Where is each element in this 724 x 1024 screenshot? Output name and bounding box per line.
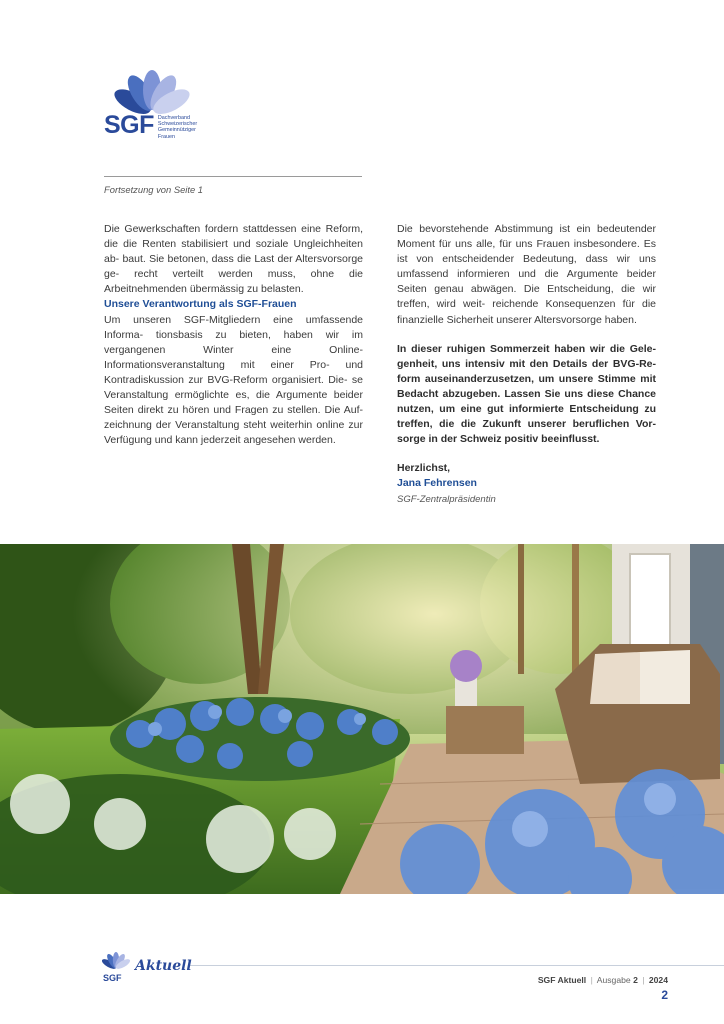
garden-hydrangea-photo [0, 544, 724, 894]
text-line: se Veranstaltung ermöglichte es, die Argumente beider [104, 373, 363, 402]
continuation-note: Fortsetzung von Seite 1 [104, 184, 204, 195]
text-line: abwägen. Die Entscheidung, die wir treffen, wird weit- [397, 283, 657, 311]
text-line: recht verteilt werden muss, ohne die Arbeitnehmenden [104, 268, 364, 296]
right-column [397, 222, 656, 507]
page-number: 2 [661, 988, 668, 1002]
text-line: Die Gewerkschaften fordern stattdessen eine Reform, [104, 223, 363, 235]
sgf-aktuell-logo-icon [102, 950, 192, 986]
issue-label: Ausgabe [596, 975, 631, 985]
closing-greeting: Herzlichst, [397, 462, 451, 475]
text-line: von entscheidender Bedeutung, dass wir uns umfassend [397, 253, 656, 281]
issue-year: 2024 [648, 975, 668, 985]
text-line: Seiten direkt zu hören und Fragen zu stellen. Die Auf- [104, 404, 363, 417]
left-column [104, 222, 363, 448]
separator: | [642, 975, 645, 985]
text-line: eine Online-Informationsveranstaltung mit einer Pro- [104, 343, 364, 371]
text-line: Verfügung und kann jederzeit angesehen werden. [104, 434, 336, 447]
text-line: treffen, die die Zukunft unserer beruflichen Vor- [397, 418, 656, 431]
text-line: form auseinanderzusetzen, um unsere Stimme mit [397, 372, 656, 385]
footer-logo-script: Aktuell [135, 958, 192, 974]
left-paragraph-2 [104, 313, 363, 449]
footer-divider [188, 965, 724, 966]
logo-subtitle-line: Frauen [157, 133, 175, 140]
right-paragraph-1 [397, 222, 656, 328]
text-line: übermässig zu belasten. [189, 283, 304, 296]
text-line: reichende Konsequenzen für die finanzielle Sicherheit [397, 298, 656, 326]
text-line: und Kontradiskussion zur BVG-Reform organisiert. Die- [104, 358, 364, 386]
logo-brand: SGF [104, 111, 154, 139]
text-line: zeichnung der Veranstaltung steht weiterhin online zur [104, 419, 363, 432]
publication-name: SGF Aktuell [537, 975, 587, 985]
text-line: Moment für uns alle, für uns Frauen insbesondere. Es ist [397, 238, 656, 266]
logo-subtitle [158, 115, 197, 140]
text-line: nutzen, um eine gut informierte Entscheidung zu [397, 403, 656, 416]
text-line: unserer Altersvorsorge haben. [496, 313, 637, 326]
sgf-logo-text [104, 112, 197, 140]
separator: | [590, 975, 593, 985]
text-line: baut. Sie betonen, dass die Last der Altersvorsorge ge- [104, 253, 363, 281]
footer-publication-info [538, 975, 668, 985]
footer-logo-brand: SGF [103, 973, 122, 983]
text-line: die die Renten stabilisiert und soziale Ungleichheiten ab- [104, 238, 363, 266]
section-subheading: Unsere Verantwortung als SGF-Frauen [104, 298, 297, 311]
text-line: Die bevorstehende Abstimmung ist ein bedeutender [397, 223, 656, 235]
left-paragraph-1 [104, 222, 363, 297]
text-line: Bedacht abzugeben. Lassen Sie uns diese Chance [397, 387, 656, 400]
logo-subtitle-line: Gemeinnütziger [157, 127, 196, 134]
issue-number: 2 [633, 975, 638, 985]
text-line: In dieser ruhigen Sommerzeit haben wir die Gele- [397, 342, 656, 355]
text-line: sorge in der Schweiz positiv beeinflusst. [397, 433, 600, 446]
right-paragraph-2 [397, 342, 656, 448]
text-line: informieren und die Argumente beider Seiten genau [397, 268, 656, 296]
header-divider [104, 176, 362, 177]
logo-subtitle-line: Schweizerischer [157, 121, 198, 128]
signature-role: SGF-Zentralpräsidentin [397, 493, 496, 505]
signature-name: Jana Fehrensen [397, 477, 477, 490]
text-line: genheit, uns intensiv mit den Details der BVG-Re- [397, 357, 656, 370]
text-line: tionsbasis zu bieten, haben wir im vergangenen Winter [104, 328, 363, 356]
text-line: Um unseren SGF-Mitgliedern eine umfassende Informa- [104, 313, 363, 341]
logo-subtitle-line: Dachverband [157, 115, 190, 121]
